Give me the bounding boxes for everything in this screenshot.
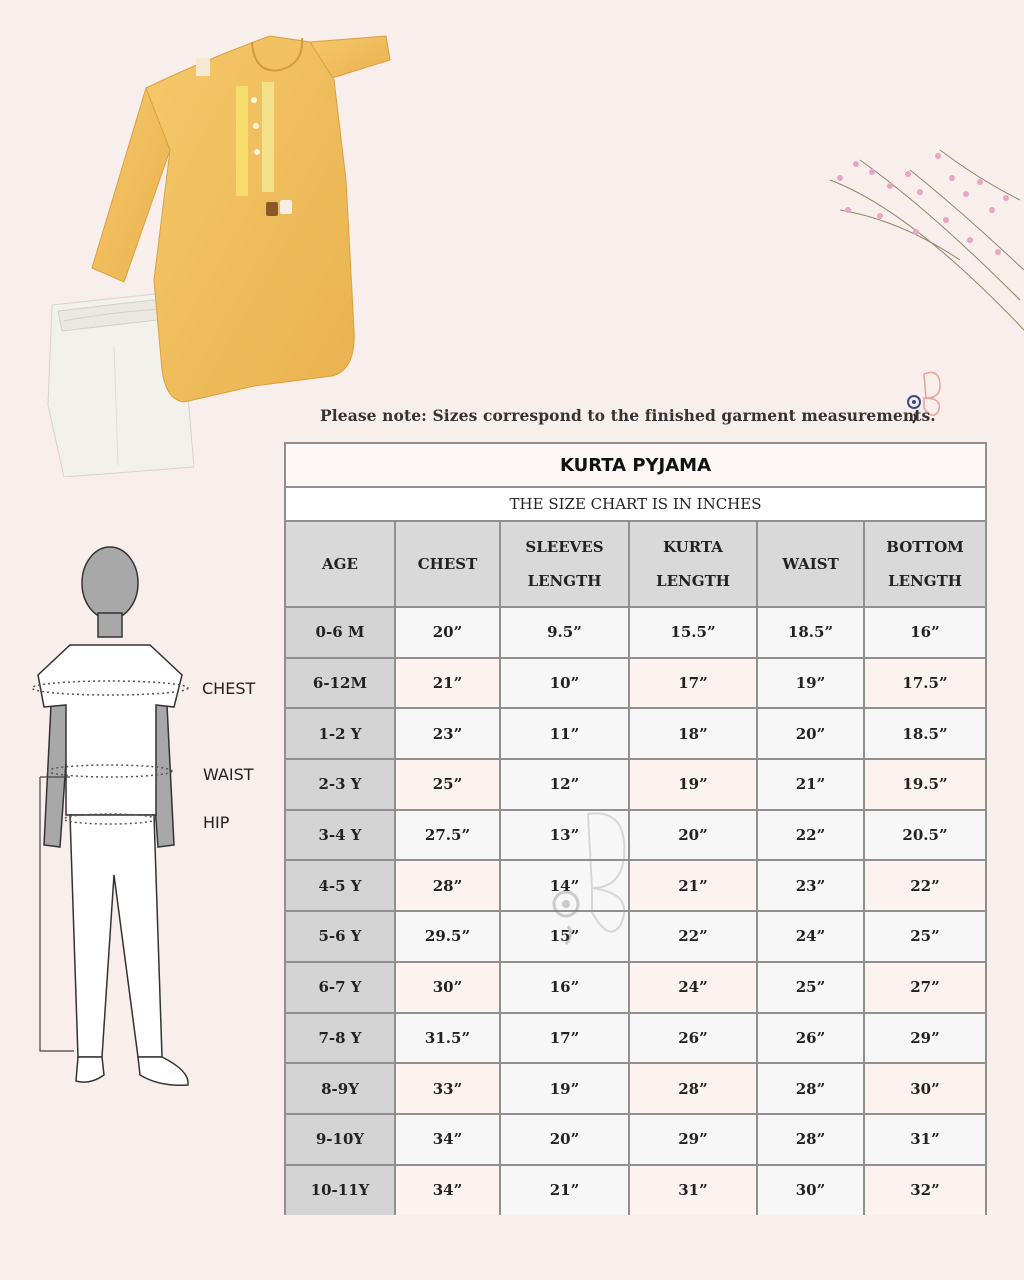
- table-row: [286, 1013, 985, 1064]
- measurement-cell: 19”: [500, 1063, 629, 1114]
- measurement-cell: 19.5”: [864, 759, 985, 810]
- measurement-cell: 21”: [629, 860, 757, 911]
- header-cell-line: WAIST: [782, 555, 839, 573]
- measurement-cell: 32”: [864, 1165, 985, 1216]
- measurement-cell: 19”: [757, 658, 864, 709]
- header-cell-line: AGE: [322, 555, 358, 573]
- header-cell: [286, 522, 395, 607]
- measurement-cell: 18.5”: [757, 607, 864, 658]
- header-cell: [757, 522, 864, 607]
- measurement-cell: 15”: [500, 911, 629, 962]
- measurement-cell: 21”: [500, 1165, 629, 1216]
- measurement-cell: 23”: [757, 860, 864, 911]
- header-cell: [864, 522, 985, 607]
- age-cell: 7-8 Y: [286, 1013, 395, 1064]
- table-row: [286, 708, 985, 759]
- measurement-cell: 22”: [757, 810, 864, 861]
- child-measurement-figure: [30, 545, 270, 1105]
- table-row: [286, 658, 985, 709]
- measurement-cell: 16”: [864, 607, 985, 658]
- label-hip: HIP: [203, 813, 230, 832]
- age-cell: 2-3 Y: [286, 759, 395, 810]
- measurement-cell: 23”: [395, 708, 500, 759]
- header-cell-line: KURTA: [663, 538, 723, 556]
- measurement-cell: 13”: [500, 810, 629, 861]
- measurement-cell: 18.5”: [864, 708, 985, 759]
- age-cell: 1-2 Y: [286, 708, 395, 759]
- age-cell: 5-6 Y: [286, 911, 395, 962]
- kurta-image: [84, 30, 414, 410]
- header-cell-line: BOTTOM: [886, 538, 964, 556]
- watermark-logo: [548, 808, 638, 958]
- header-cell: [629, 522, 757, 607]
- measurement-cell: 20”: [629, 810, 757, 861]
- measurement-cell: 20”: [395, 607, 500, 658]
- table-title: KURTA PYJAMA: [286, 444, 985, 488]
- age-cell: 6-12M: [286, 658, 395, 709]
- flower-sprig-image: [820, 120, 1024, 340]
- measurement-cell: 27”: [864, 962, 985, 1013]
- measurement-cell: 28”: [757, 1063, 864, 1114]
- measurement-cell: 22”: [864, 860, 985, 911]
- measurement-cell: 31”: [629, 1165, 757, 1216]
- measurement-cell: 25”: [757, 962, 864, 1013]
- measurement-cell: 28”: [629, 1063, 757, 1114]
- measurement-cell: 28”: [757, 1114, 864, 1165]
- header-cell: [395, 522, 500, 607]
- measurement-cell: 15.5”: [629, 607, 757, 658]
- measurement-cell: 19”: [629, 759, 757, 810]
- measurement-cell: 21”: [757, 759, 864, 810]
- measurement-cell: 29.5”: [395, 911, 500, 962]
- age-cell: 8-9Y: [286, 1063, 395, 1114]
- measurement-cell: 17.5”: [864, 658, 985, 709]
- measurement-cell: 12”: [500, 759, 629, 810]
- measurement-cell: 26”: [629, 1013, 757, 1064]
- measurement-cell: 25”: [395, 759, 500, 810]
- size-note: Please note: Sizes correspond to the finished garment measurements.: [320, 406, 936, 425]
- measurement-cell: 33”: [395, 1063, 500, 1114]
- measurement-cell: 22”: [629, 911, 757, 962]
- measurement-cell: 27.5”: [395, 810, 500, 861]
- table-subtitle: THE SIZE CHART IS IN INCHES: [286, 488, 985, 522]
- header-cell-line: LENGTH: [656, 572, 730, 590]
- measurement-cell: 31”: [864, 1114, 985, 1165]
- age-cell: 4-5 Y: [286, 860, 395, 911]
- age-cell: 9-10Y: [286, 1114, 395, 1165]
- measurement-cell: 24”: [757, 911, 864, 962]
- header-row: [286, 522, 985, 607]
- measurement-cell: 30”: [864, 1063, 985, 1114]
- measurement-cell: 21”: [395, 658, 500, 709]
- measurement-cell: 17”: [629, 658, 757, 709]
- measurement-cell: 10”: [500, 658, 629, 709]
- measurement-cell: 24”: [629, 962, 757, 1013]
- table-row: [286, 607, 985, 658]
- measurement-cell: 30”: [395, 962, 500, 1013]
- age-cell: 10-11Y: [286, 1165, 395, 1216]
- age-cell: 6-7 Y: [286, 962, 395, 1013]
- measurement-cell: 30”: [757, 1165, 864, 1216]
- table-row: [286, 1114, 985, 1165]
- header-cell: [500, 522, 629, 607]
- measurement-cell: 28”: [395, 860, 500, 911]
- measurement-cell: 26”: [757, 1013, 864, 1064]
- label-chest: CHEST: [202, 679, 256, 698]
- measurement-cell: 25”: [864, 911, 985, 962]
- header-cell-line: LENGTH: [527, 572, 602, 590]
- measurement-cell: 14”: [500, 860, 629, 911]
- measurement-cell: 29”: [629, 1114, 757, 1165]
- label-waist: WAIST: [203, 765, 254, 784]
- measurement-cell: 18”: [629, 708, 757, 759]
- table-row: [286, 1063, 985, 1114]
- age-cell: 0-6 M: [286, 607, 395, 658]
- table-row: [286, 1165, 985, 1216]
- measurement-cell: 11”: [500, 708, 629, 759]
- header-cell-line: LENGTH: [888, 572, 962, 590]
- measurement-cell: 20”: [500, 1114, 629, 1165]
- measurement-cell: 9.5”: [500, 607, 629, 658]
- measurement-cell: 34”: [395, 1114, 500, 1165]
- measurement-cell: 16”: [500, 962, 629, 1013]
- measurement-cell: 17”: [500, 1013, 629, 1064]
- table-row: [286, 962, 985, 1013]
- measurement-cell: 20”: [757, 708, 864, 759]
- measurement-cell: 29”: [864, 1013, 985, 1064]
- age-cell: 3-4 Y: [286, 810, 395, 861]
- measurement-cell: 34”: [395, 1165, 500, 1216]
- measurement-cell: 31.5”: [395, 1013, 500, 1064]
- table-row: [286, 759, 985, 810]
- header-cell-line: CHEST: [417, 555, 478, 573]
- header-cell-line: SLEEVES: [525, 538, 604, 556]
- measurement-cell: 20.5”: [864, 810, 985, 861]
